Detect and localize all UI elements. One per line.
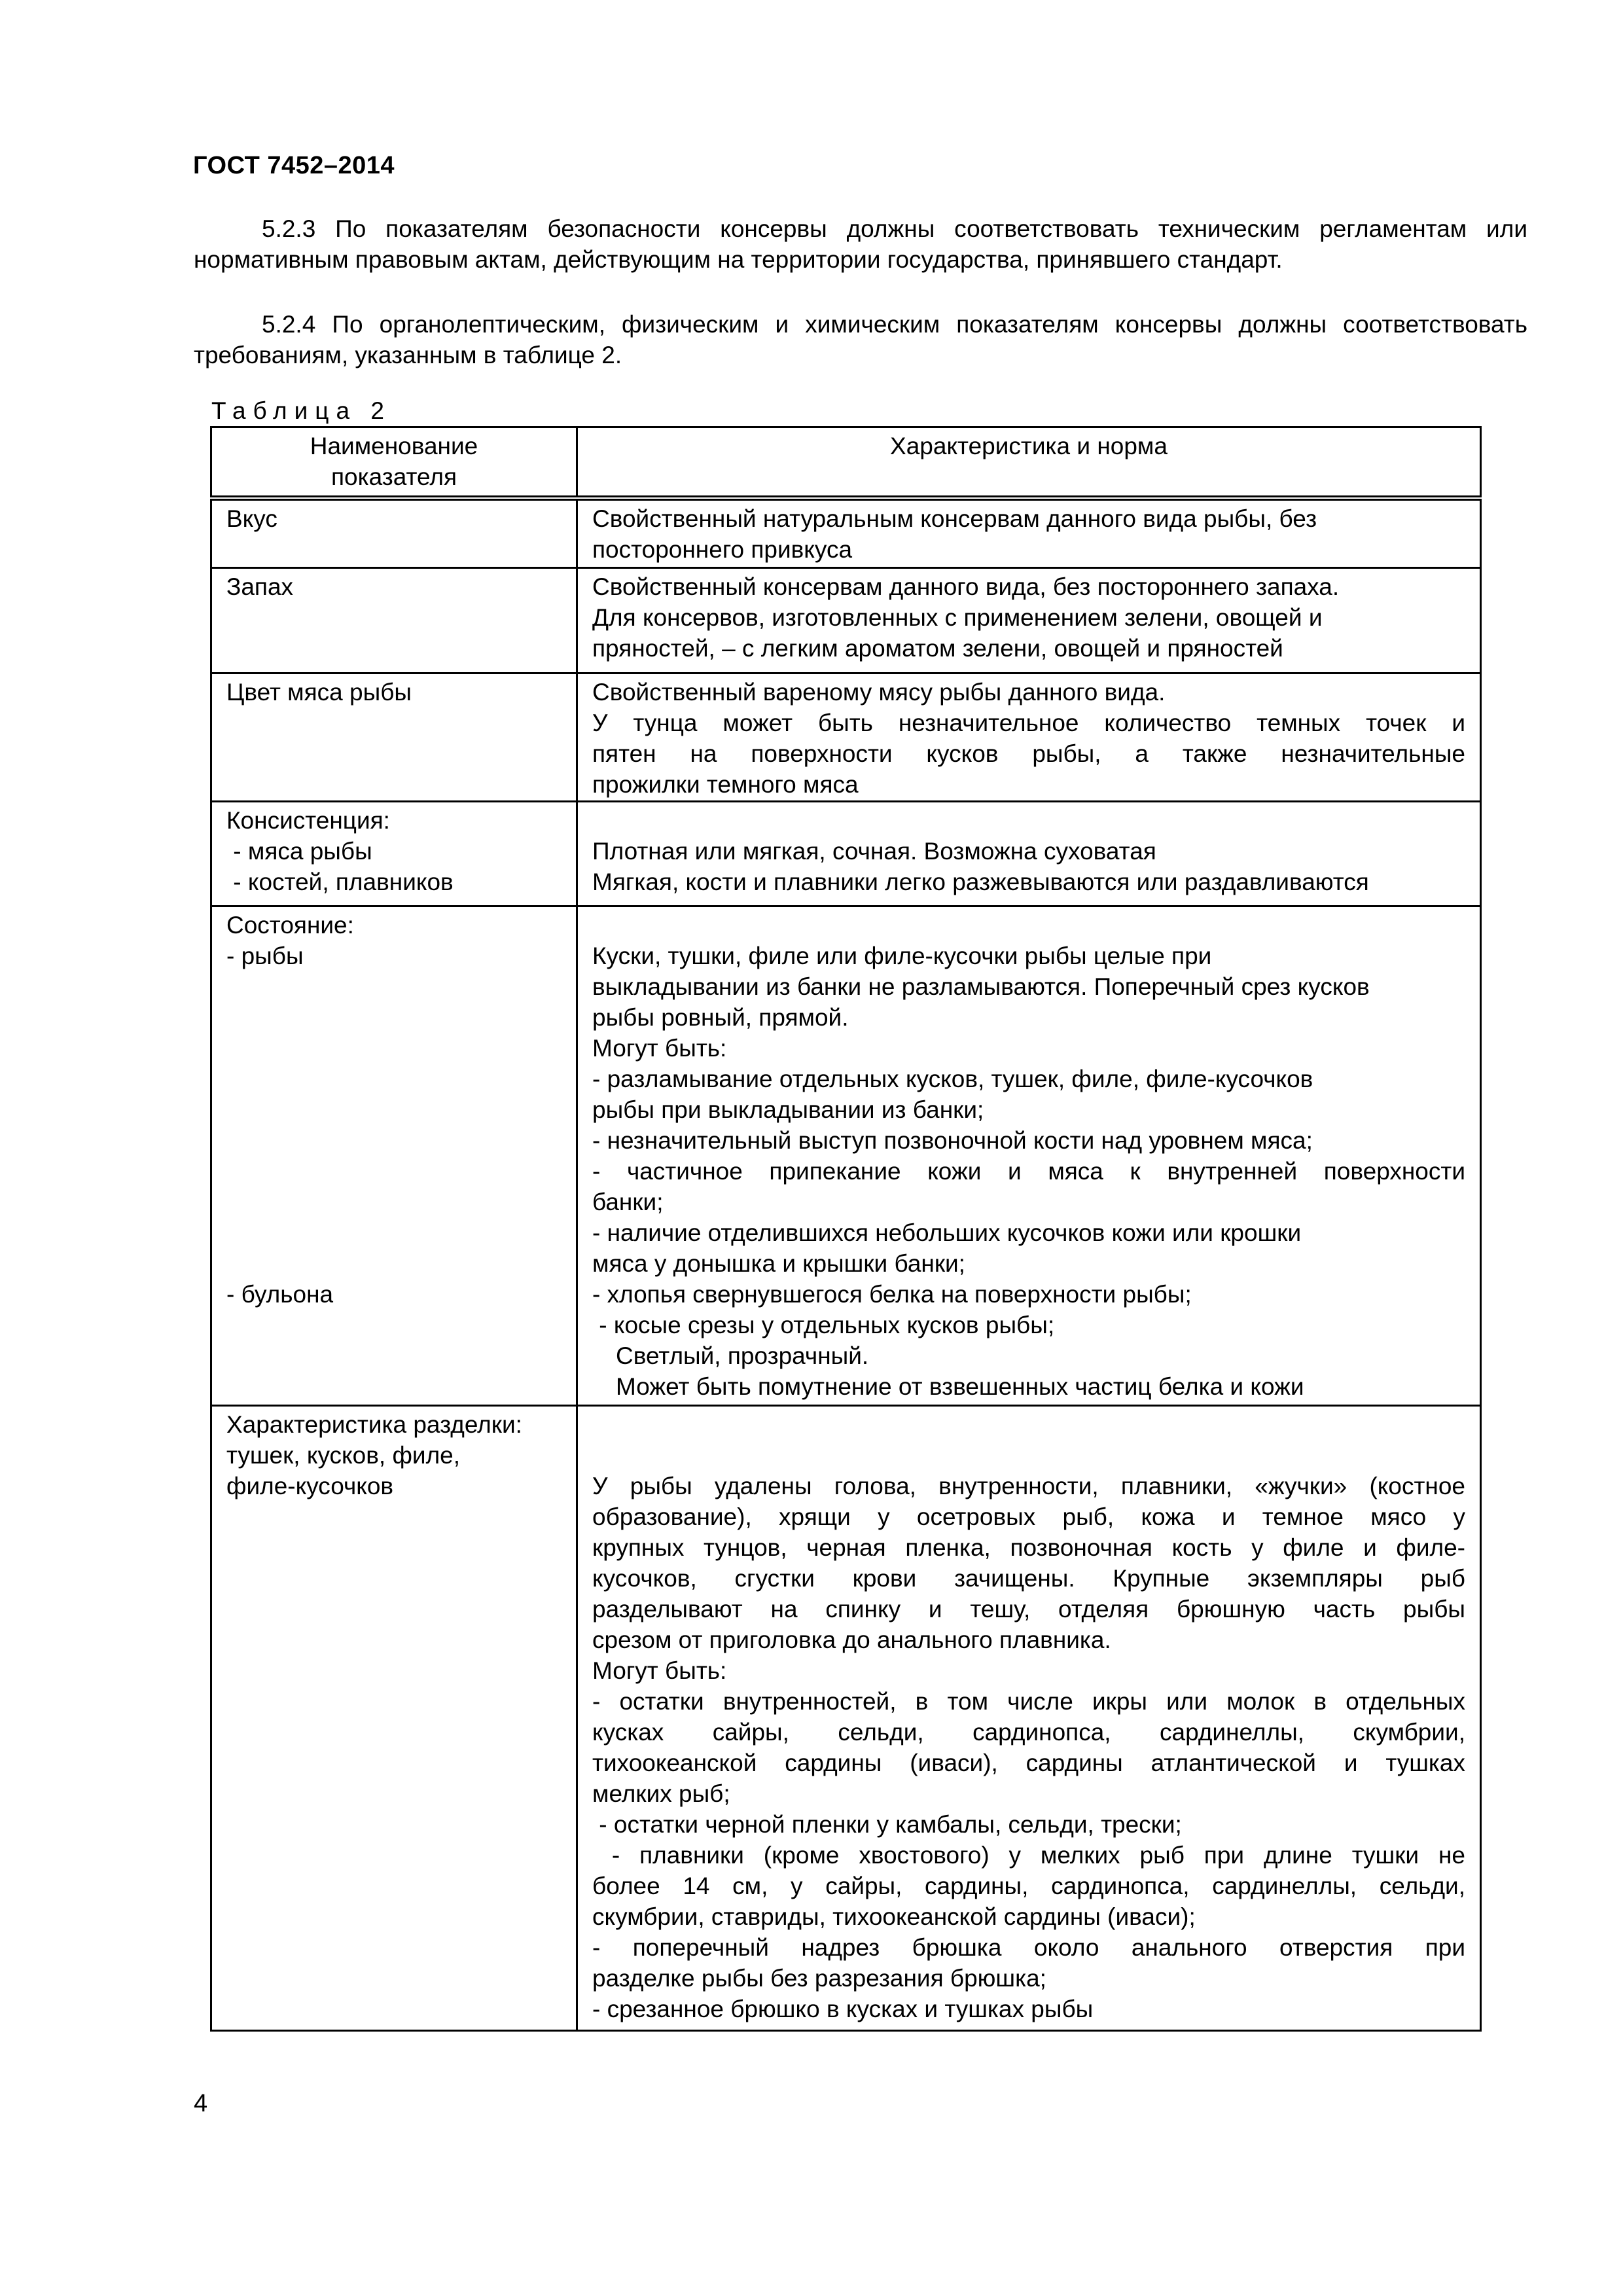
norm-line: - хлопья свернувшегося белка на поверхности рыбы; [592,1280,1192,1308]
norm-line: более 14 см, у сайры, сардины, сардинопса, сардинеллы, сельди, [592,1872,1465,1899]
norm-line: Свойственный вареному мясу рыбы данного вида. [592,678,1166,706]
norm-line: кусках сайры, сельди, сардинопса, сардинеллы, скумбрии, [592,1718,1465,1746]
norm-line: скумбрии, ставриды, тихоокеанской сардины (иваси); [592,1903,1196,1930]
norm-line: - наличие отделившихся небольших кусочков кожи или крошки [592,1219,1302,1246]
norm-line: Светлый, прозрачный. [616,1342,869,1369]
indicator-cell [211,801,577,906]
indicator-line: Консистенция: [226,806,390,834]
norm-line: - частичное припекание кожи и мяса к внутренней поверхности [592,1157,1465,1185]
indicator-cell [211,906,577,1405]
norm-line: образование), хрящи у осетровых рыб, кожа и темное мясо у [592,1503,1465,1530]
norm-line: постороннего привкуса [592,536,853,563]
indicator-line: Характеристика разделки: [226,1410,522,1438]
norm-cell [577,1405,1481,2030]
norm-line: - поперечный надрез брюшка около анального отверстия при [592,1933,1465,1961]
table-caption: Таблица 2 [211,397,391,424]
paragraph-5-2-3 [194,213,1527,275]
indicator-line: Вкус [226,505,277,532]
norm-line: прожилки темного мяса [592,770,859,798]
table-row [211,906,1481,1405]
table-row [211,567,1481,673]
indicator-cell [211,567,577,673]
norm-line: - остатки внутренностей, в том числе икры или молок в отдельных [592,1687,1465,1715]
indicator-line: - рыбы [226,942,304,969]
norm-line: Плотная или мягкая, сочная. Возможна суховатая [592,837,1156,865]
norm-line: - плавники (кроме хвостового) у мелких рыб при длине тушки не [592,1841,1465,1869]
norm-line: - разламывание отдельных кусков, тушек, филе, филе-кусочков [592,1065,1313,1092]
norm-cell [577,498,1481,567]
table-row [211,498,1481,567]
paragraph-text: 5.2.4 По органолептическим, физическим и химическим показателям консервы должны соответствовать требованиям, указанным в таблице 2. [194,311,1527,368]
norm-line: - незначительный выступ позвоночной кости над уровнем мяса; [592,1126,1313,1154]
norm-line: У тунца может быть незначительное количество темных точек и [592,709,1465,736]
indicator-line: тушек, кусков, филе, [226,1441,461,1469]
indicator-line: - костей, плавников [226,868,454,895]
norm-line: У рыбы удалены голова, внутренности, плавники, «жучки» (костное [592,1472,1465,1499]
norm-cell [577,801,1481,906]
table-row [211,1405,1481,2030]
norm-line: мяса у донышка и крышки банки; [592,1249,965,1277]
indicator-line: - бульона [226,1280,334,1308]
norm-line: разделке рыбы без разрезания брюшка; [592,1964,1046,1992]
indicator-line: - мяса рыбы [226,837,372,865]
norm-line: Могут быть: [592,1034,727,1062]
header-indicator-name [211,427,577,499]
indicator-line: Цвет мяса рыбы [226,678,412,706]
norm-line: - срезанное брюшко в кусках и тушках рыбы [592,1995,1094,2022]
norm-line: Для консервов, изготовленных с применением зелени, овощей и [592,603,1323,631]
norm-line: пряностей, – с легким ароматом зелени, овощей и пряностей [592,634,1283,662]
indicator-line: Состояние: [226,911,354,939]
norm-line: банки; [592,1188,664,1215]
norm-line: рыбы ровный, прямой. [592,1003,849,1031]
norm-line: Свойственный натуральным консервам данного вида рыбы, без [592,505,1317,532]
norm-line: выкладывании из банки не разламываются. Поперечный срез кусков [592,973,1370,1000]
paragraph-text: 5.2.3 По показателям безопасности консервы должны соответствовать техническим регламентам или нормативным правовым актам, действующим на территории государства, принявшего стандарт. [194,215,1527,273]
table-header-row [211,427,1481,499]
norm-line: Может быть помутнение от взвешенных частиц белка и кожи [616,1372,1304,1400]
norm-cell [577,673,1481,801]
document-header: ГОСТ 7452–2014 [193,152,395,179]
header-indicator-text: Наименование показателя [310,433,478,490]
norm-line: разделывают на спинку и тешу, отделяя брюшную часть рыбы [592,1595,1465,1623]
norm-line: Могут быть: [592,1657,727,1684]
table-row [211,801,1481,906]
norm-line: пятен на поверхности кусков рыбы, а также незначительные [592,740,1465,767]
norm-cell [577,567,1481,673]
requirements-table [210,426,1482,2032]
norm-line: тихоокеанской сардины (иваси), сардины атлантической и тушках [592,1749,1465,1776]
indicator-cell [211,673,577,801]
norm-line: - остатки черной пленки у камбалы, сельди, трески; [592,1810,1182,1838]
norm-line: Мягкая, кости и плавники легко разжевываются или раздавливаются [592,868,1369,895]
table-row [211,673,1481,801]
norm-line: мелких рыб; [592,1780,730,1807]
indicator-cell [211,1405,577,2030]
norm-line: - косые срезы у отдельных кусков рыбы; [592,1311,1055,1338]
indicator-cell [211,498,577,567]
indicator-line: Запах [226,573,294,600]
norm-line: кусочков, сгустки крови зачищены. Крупные экземпляры рыб [592,1564,1465,1592]
norm-line: Свойственный консервам данного вида, без постороннего запаха. [592,573,1340,600]
norm-line: Куски, тушки, филе или филе-кусочки рыбы целые при [592,942,1212,969]
paragraph-5-2-4 [194,309,1527,370]
norm-line: рыбы при выкладывании из банки; [592,1096,984,1123]
norm-line: крупных тунцов, черная пленка, позвоночная кость у филе и филе- [592,1534,1465,1561]
indicator-line: филе-кусочков [226,1472,394,1499]
header-characteristic: Характеристика и норма [577,427,1481,499]
norm-cell [577,906,1481,1405]
norm-line: срезом от приголовка до анального плавника. [592,1626,1111,1653]
page-number: 4 [194,2090,208,2117]
